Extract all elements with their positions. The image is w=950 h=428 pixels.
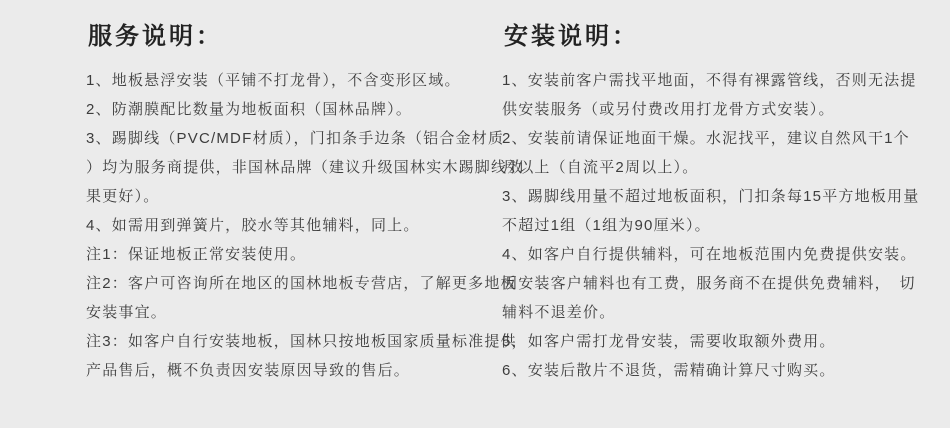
install-item-4-line-2: 因安装客户辅料也有工费，服务商不在提供免费辅料， 切 <box>502 275 916 292</box>
install-item-3-line-1: 3、踢脚线用量不超过地板面积，门扣条每15平方地板用量 <box>502 188 920 205</box>
service-item-4-line-1: 4、如需用到弹簧片，胶水等其他辅料，同上。 <box>86 217 420 234</box>
service-item-3-line-2: ）均为服务商提供，非国林品牌（建议升级国林实木踢脚线效 <box>86 159 524 176</box>
install-item-4-line-1: 4、如客户自行提供辅料，可在地板范围内免费提供安装。 <box>502 246 917 263</box>
service-section <box>86 22 524 385</box>
install-item-4-line-3: 辅料不退差价。 <box>502 304 616 321</box>
install-section-title: 安装说明： <box>504 23 639 50</box>
service-note-1-line-1: 注1：保证地板正常安装使用。 <box>86 246 307 263</box>
service-section-title: 服务说明： <box>88 23 223 50</box>
service-item-1-line-1: 1、地板悬浮安装（平铺不打龙骨），不含变形区域。 <box>86 72 461 89</box>
install-item-5-line-1: 5，如客户需打龙骨安装，需要收取额外费用。 <box>502 333 836 350</box>
install-item-1-line-1: 1、安装前客户需找平地面，不得有裸露管线，否则无法提 <box>502 72 917 89</box>
install-section <box>502 22 918 385</box>
install-item-2-line-1: 2、安装前请保证地面干燥。水泥找平，建议自然风干1个 <box>502 130 910 147</box>
install-item-3-line-2: 不超过1组（1组为90厘米）。 <box>502 217 711 234</box>
service-item-2-line-1: 2、防潮膜配比数量为地板面积（国林品牌）。 <box>86 101 413 118</box>
install-item-6-line-1: 6、安装后散片不退货，需精确计算尺寸购买。 <box>502 362 836 379</box>
service-item-3-line-1: 3、踢脚线（PVC/MDF材质），门扣条手边条（铝合金材质 <box>86 130 505 147</box>
service-note-3-line-2: 产品售后，概不负责因安装原因导致的售后。 <box>86 362 411 379</box>
service-note-2-line-1: 注2：客户可咨询所在地区的国林地板专营店，了解更多地板 <box>86 275 517 292</box>
service-note-2-line-2: 安装事宜。 <box>86 304 168 321</box>
service-note-3-line-1: 注3：如客户自行安装地板，国林只按地板国家质量标准提供 <box>86 333 517 350</box>
install-text-block <box>502 66 918 385</box>
service-text-block <box>86 66 524 385</box>
install-item-2-line-2: 月以上（自流平2周以上）。 <box>502 159 699 176</box>
service-item-3-line-3: 果更好）。 <box>86 188 160 205</box>
install-item-1-line-2: 供安装服务（或另付费改用打龙骨方式安装）。 <box>502 101 835 118</box>
